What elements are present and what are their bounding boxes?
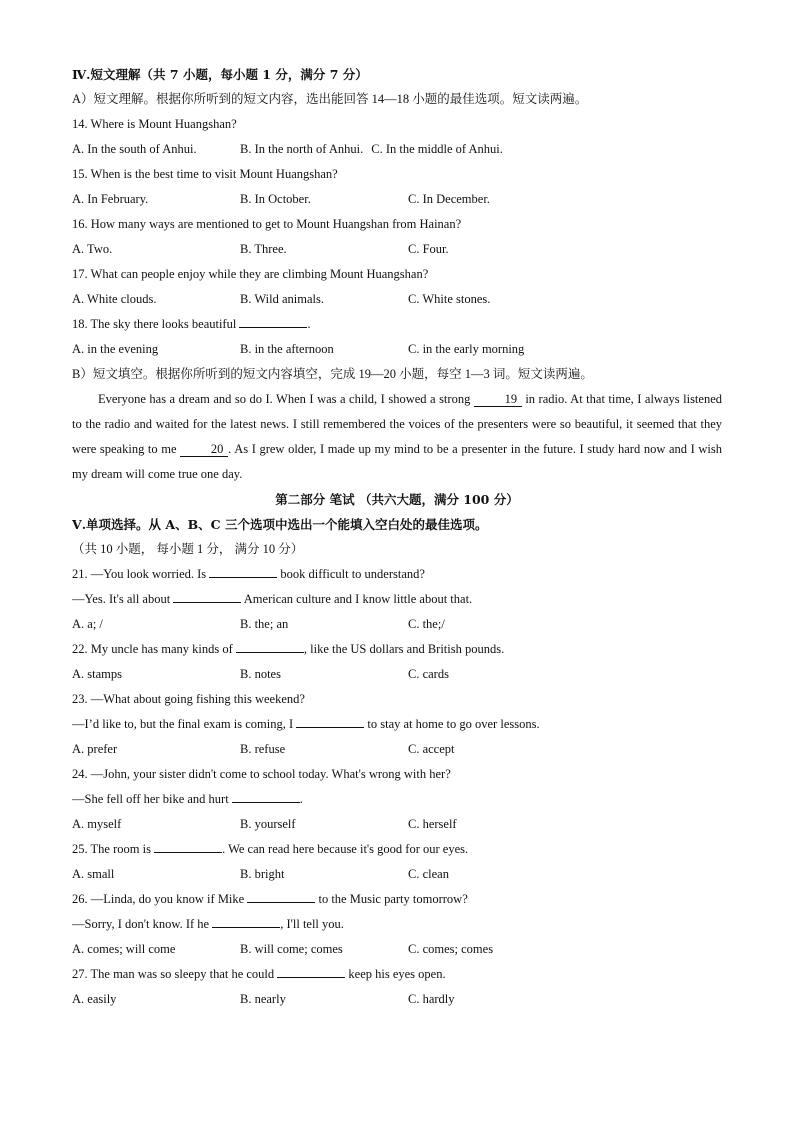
option-c: C. clean — [408, 867, 449, 881]
blank-20: 20 — [180, 442, 228, 457]
options-25 — [72, 862, 722, 887]
option-a: A. In February. — [72, 192, 149, 206]
section5-title: Ⅴ.单项选择。从 A、B、C 三个选项中选出一个能填入空白处的最佳选项。 — [72, 517, 488, 532]
question-text: , I'll tell you. — [280, 917, 344, 931]
option-c: C. cards — [408, 667, 449, 681]
question-22-line — [72, 637, 722, 662]
option-c: C. hardly — [408, 992, 455, 1006]
option-a: A. myself — [72, 817, 122, 831]
option-c: C. White stones. — [408, 292, 491, 306]
options-23 — [72, 737, 722, 762]
question-text: to the Music party tomorrow? — [315, 892, 468, 906]
option-c: C. comes; comes — [408, 942, 494, 956]
options-26 — [72, 937, 722, 962]
partB-instructions: B）短文填空。根据你所听到的短文内容填空，完成 19—20 小题，每空 1—3 词。短文读两遍。 — [72, 367, 593, 381]
question-text: 27. The man was so sleepy that he could — [72, 967, 278, 981]
option-a: A. in the evening — [72, 342, 159, 356]
question-text: 23. —What about going fishing this weekend? — [72, 692, 305, 706]
question-27-line — [72, 962, 722, 987]
option-c: C. In the middle of Anhui. — [371, 142, 503, 156]
question-text: —Sorry, I don't know. If he — [72, 917, 213, 931]
answer-blank — [232, 789, 300, 803]
answer-blank — [209, 564, 277, 578]
answer-blank — [154, 839, 222, 853]
option-b: B. yourself — [240, 817, 296, 831]
options-21 — [72, 612, 722, 637]
question-text: . We can read here because it's good for our eyes. — [222, 842, 469, 856]
option-b: B. In October. — [240, 192, 311, 206]
question-14: 14. Where is Mount Huangshan? — [72, 117, 237, 131]
options-27 — [72, 987, 722, 1012]
question-15: 15. When is the best time to visit Mount Huangshan? — [72, 167, 338, 181]
option-a: A. small — [72, 867, 115, 881]
option-a: A. In the south of Anhui. — [72, 142, 197, 156]
option-b: B. in the afternoon — [240, 342, 334, 356]
answer-blank — [212, 914, 280, 928]
option-c: C. the;/ — [408, 617, 445, 631]
question-text: American culture and I know little about that. — [241, 592, 473, 606]
section4-title: Ⅳ.短文理解（共 7 小题，每小题 1 分，满分 7 分） — [72, 67, 368, 82]
option-a: A. easily — [72, 992, 117, 1006]
question-23-line — [72, 687, 722, 712]
answer-blank — [239, 314, 307, 328]
options-18 — [72, 337, 722, 362]
question-text: —I’d like to, but the final exam is coming, I — [72, 717, 297, 731]
question-25-line — [72, 837, 722, 862]
options-17 — [72, 287, 722, 312]
option-c: C. In December. — [408, 192, 490, 206]
question-text: —Yes. It's all about — [72, 592, 174, 606]
question-17: 17. What can people enjoy while they are climbing Mount Huangshan? — [72, 267, 429, 281]
listening-passage: Everyone has a dream and so do I. When I was a child, I showed a strong 19 in radio. At that time, I always listened to the radio and waited for the latest news. I still remembered the voices of the presenters were so beautiful, it seemed that they were speaking to me 20 . As I grew older, I made up my mind to be a presenter in the future. I study hard now and I wish my dream will come true one day. — [72, 392, 723, 481]
question-text: 22. My uncle has many kinds of — [72, 642, 236, 656]
option-a: A. comes; will come — [72, 942, 176, 956]
part2-header: 第二部分 笔试 （共六大题，满分 100 分） — [275, 492, 519, 507]
option-a: A. stamps — [72, 667, 122, 681]
option-a: A. Two. — [72, 242, 113, 256]
option-b: B. refuse — [240, 742, 286, 756]
option-c: C. herself — [408, 817, 457, 831]
option-c: C. in the early morning — [408, 342, 525, 356]
answer-blank — [236, 639, 304, 653]
option-c: C. accept — [408, 742, 455, 756]
option-c: C. Four. — [408, 242, 449, 256]
question-text: 24. —John, your sister didn't come to school today. What's wrong with her? — [72, 767, 451, 781]
option-b: B. Wild animals. — [240, 292, 324, 306]
blank-19: 19 — [474, 392, 522, 407]
question-24-line — [72, 762, 722, 787]
question-21-line — [72, 587, 722, 612]
answer-blank — [296, 714, 364, 728]
section5-questions — [72, 562, 722, 1012]
option-b: B. will come; comes — [240, 942, 343, 956]
option-b: B. bright — [240, 867, 285, 881]
question-16: 16. How many ways are mentioned to get to Mount Huangshan from Hainan? — [72, 217, 462, 231]
question-text: 25. The room is — [72, 842, 155, 856]
question-26-line — [72, 887, 722, 912]
question-text: to stay at home to go over lessons. — [364, 717, 540, 731]
question-24-line — [72, 787, 722, 812]
option-a: A. White clouds. — [72, 292, 157, 306]
option-a: A. prefer — [72, 742, 118, 756]
question-text: , like the US dollars and British pounds. — [303, 642, 505, 656]
option-b: B. Three. — [240, 242, 287, 256]
section5-subtitle: （共 10 小题， 每小题 1 分， 满分 10 分） — [72, 542, 304, 556]
option-a: A. a; / — [72, 617, 103, 631]
options-15 — [72, 187, 722, 212]
options-14 — [72, 137, 722, 162]
question-text: . — [299, 792, 303, 806]
options-22 — [72, 662, 722, 687]
question-23-line — [72, 712, 722, 737]
question-text: —She fell off her bike and hurt — [72, 792, 232, 806]
question-18: 18. The sky there looks beautiful . — [72, 312, 722, 337]
option-b: B. notes — [240, 667, 281, 681]
option-b: B. nearly — [240, 992, 286, 1006]
question-21-line — [72, 562, 722, 587]
option-b: B. the; an — [240, 617, 289, 631]
answer-blank — [173, 589, 241, 603]
question-text: 21. —You look worried. Is — [72, 567, 210, 581]
option-b: B. In the north of Anhui. — [240, 142, 364, 156]
exam-page — [72, 62, 722, 1012]
answer-blank — [277, 964, 345, 978]
answer-blank — [247, 889, 315, 903]
question-26-line — [72, 912, 722, 937]
options-16 — [72, 237, 722, 262]
question-text: book difficult to understand? — [277, 567, 425, 581]
partA-instructions: A）短文理解。根据你所听到的短文内容，选出能回答 14—18 小题的最佳选项。短文读两遍。 — [72, 92, 588, 106]
options-24 — [72, 812, 722, 837]
question-text: 26. —Linda, do you know if Mike — [72, 892, 248, 906]
question-text: keep his eyes open. — [345, 967, 446, 981]
